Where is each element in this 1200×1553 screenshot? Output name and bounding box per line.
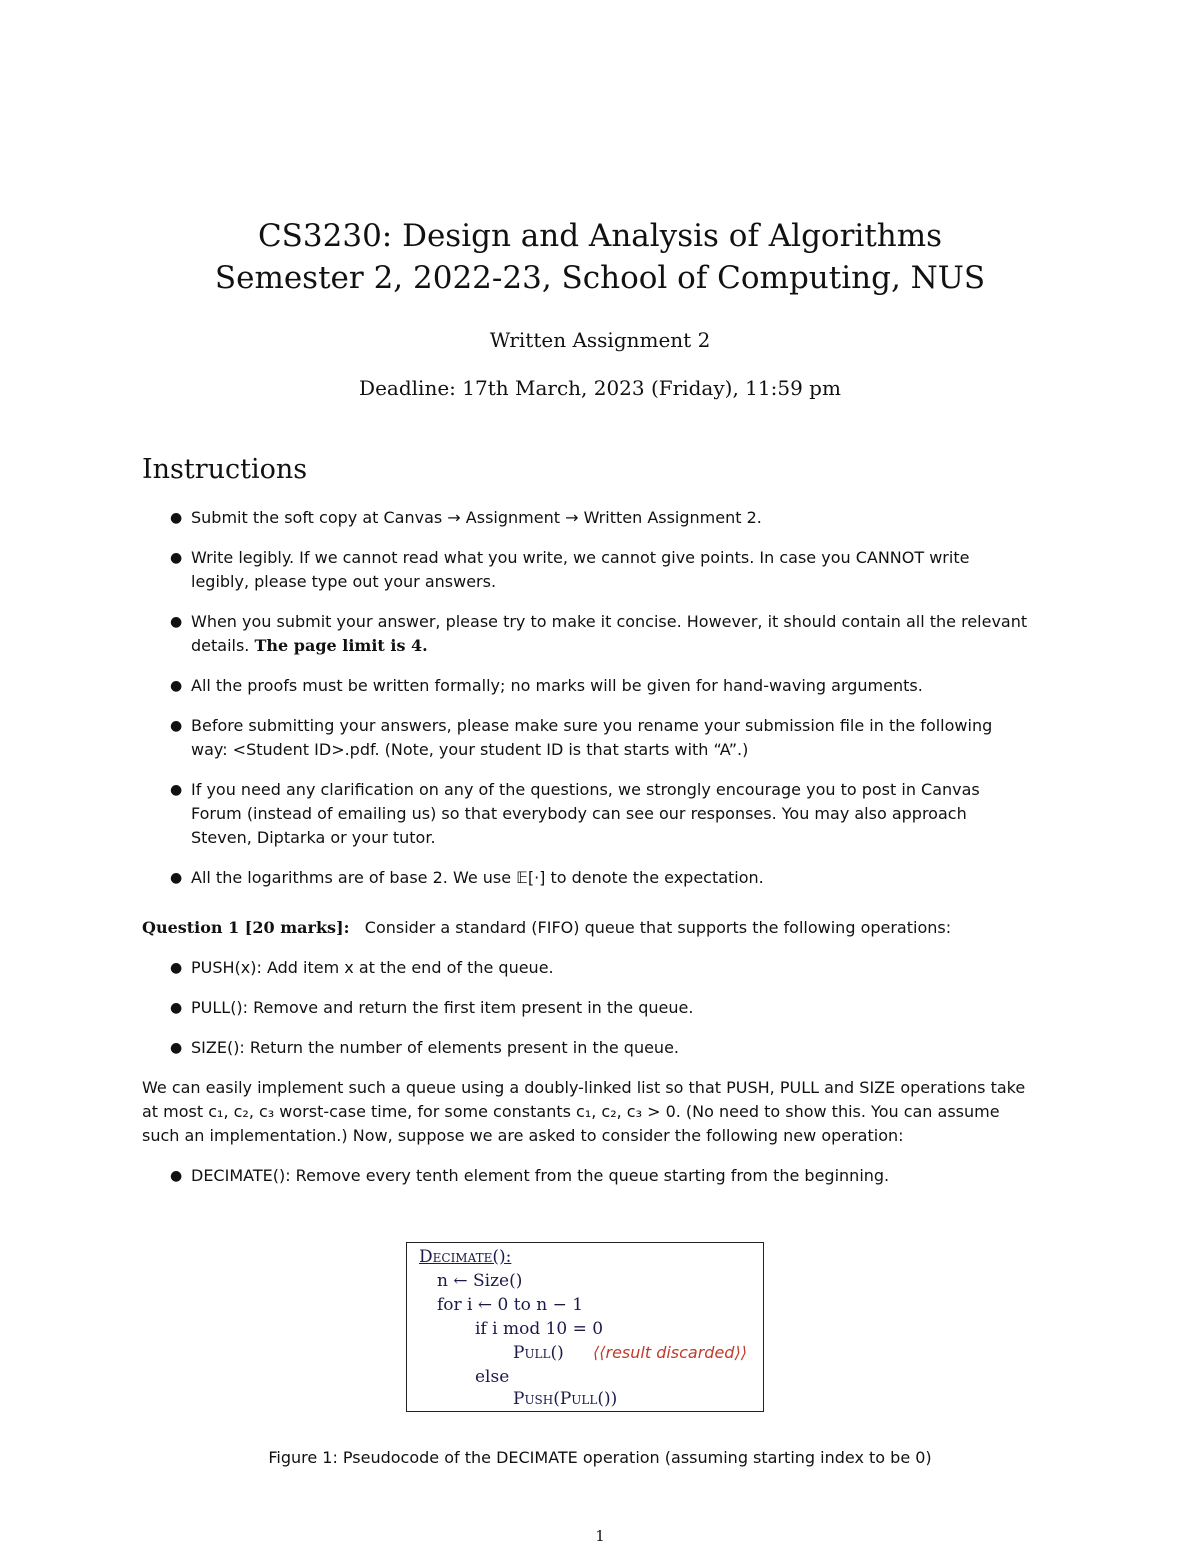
assignment-title: Written Assignment 2 [489, 328, 711, 352]
queue-ops-list [142, 956, 1032, 1060]
list-item [142, 1036, 1032, 1060]
course-title: CS3230: Design and Analysis of Algorithms [257, 218, 943, 254]
instruction-text: All the logarithms are of base 2. We use 𝔼[·] to denote the expectation. [191, 868, 764, 887]
op-text: PUSH(x): Add item x at the end of the queue. [191, 958, 554, 977]
page-limit: The page limit is 4. [254, 636, 428, 655]
bullet-icon: ● [170, 718, 183, 734]
list-item [142, 714, 1032, 762]
bullet-icon: ● [170, 550, 183, 566]
pseudocode-line: Decimate(): [419, 1247, 512, 1267]
bullet-icon: ● [170, 1040, 183, 1056]
pseudocode-line: for i ← 0 to n − 1 [437, 1295, 584, 1315]
figure-caption: Figure 1: Pseudocode of the DECIMATE operation (assuming starting index to be 0) [268, 1448, 932, 1467]
pseudocode-line: n ← Size() [437, 1271, 523, 1291]
instruction-text: All the proofs must be written formally; no marks will be given for hand-waving arguments. [191, 676, 923, 695]
page-number: 1 [595, 1527, 605, 1545]
op-text: DECIMATE(): Remove every tenth element from the queue starting from the beginning. [191, 1166, 890, 1185]
question-label: Question 1 [20 marks]: [142, 918, 350, 937]
list-item [142, 610, 1032, 658]
bullet-icon: ● [170, 870, 183, 886]
bullet-icon: ● [170, 1168, 183, 1184]
op-text: SIZE(): Return the number of elements present in the queue. [191, 1038, 679, 1057]
op-text: PULL(): Remove and return the first item present in the queue. [191, 998, 694, 1017]
list-item [142, 1164, 1032, 1188]
instruction-text: Submit the soft copy at Canvas → Assignment → Written Assignment 2. [191, 508, 762, 527]
instruction-text: Write legibly. If we cannot read what you write, we cannot give points. In case you CANNOT write legibly, please type out your answers. [191, 548, 970, 591]
pseudocode-line: if i mod 10 = 0 [475, 1319, 604, 1339]
bullet-icon: ● [170, 678, 183, 694]
instruction-text: If you need any clarification on any of the questions, we strongly encourage you to post in Canvas Forum (instead of emailing us) so that everybody can see our responses. You may also approach Steven, Diptarka or your tutor. [191, 780, 980, 847]
instruction-text: Before submitting your answers, please make sure you rename your submission file in the following way: <Student ID>.pdf. (Note, your student ID is that starts with “A”.) [191, 716, 993, 759]
instructions-heading: Instructions [142, 454, 308, 485]
list-item [142, 956, 1032, 980]
pseudocode-line: Push(Pull()) [513, 1389, 618, 1409]
semester-line: Semester 2, 2022-23, School of Computing, NUS [214, 260, 986, 296]
bullet-icon: ● [170, 614, 183, 630]
list-item [142, 996, 1032, 1020]
list-item [142, 506, 1032, 530]
pseudocode-line: else [475, 1367, 510, 1387]
pseudocode-comment: ⟨⟨result discarded⟩⟩ [593, 1343, 747, 1362]
question-1-intro [142, 916, 1032, 940]
bullet-icon: ● [170, 1000, 183, 1016]
new-op-list [142, 1164, 1032, 1188]
pseudocode-line: Pull() [513, 1343, 564, 1363]
deadline: Deadline: 17th March, 2023 (Friday), 11:59 pm [359, 376, 841, 400]
pseudocode-box [406, 1242, 764, 1412]
instruction-text: When you submit your answer, please try to make it concise. However, it should contain all the relevant details. [191, 612, 1028, 655]
list-item [142, 866, 1032, 890]
bullet-icon: ● [170, 782, 183, 798]
question-intro: Consider a standard (FIFO) queue that supports the following operations: [364, 918, 952, 937]
bullet-icon: ● [170, 510, 183, 526]
list-item [142, 546, 1032, 594]
instructions-list [142, 506, 1032, 890]
list-item [142, 778, 1032, 850]
bullet-icon: ● [170, 960, 183, 976]
implementation-paragraph: We can easily implement such a queue using a doubly-linked list so that PUSH, PULL and SIZE operations take at most c₁, c₂, c₃ worst-case time, for some constants c₁, c₂, c₃ > 0. (No need to show this. You can assume such an implementation.) Now, suppose we are asked to consider the following new operation: [142, 1078, 1026, 1145]
list-item [142, 674, 1032, 698]
